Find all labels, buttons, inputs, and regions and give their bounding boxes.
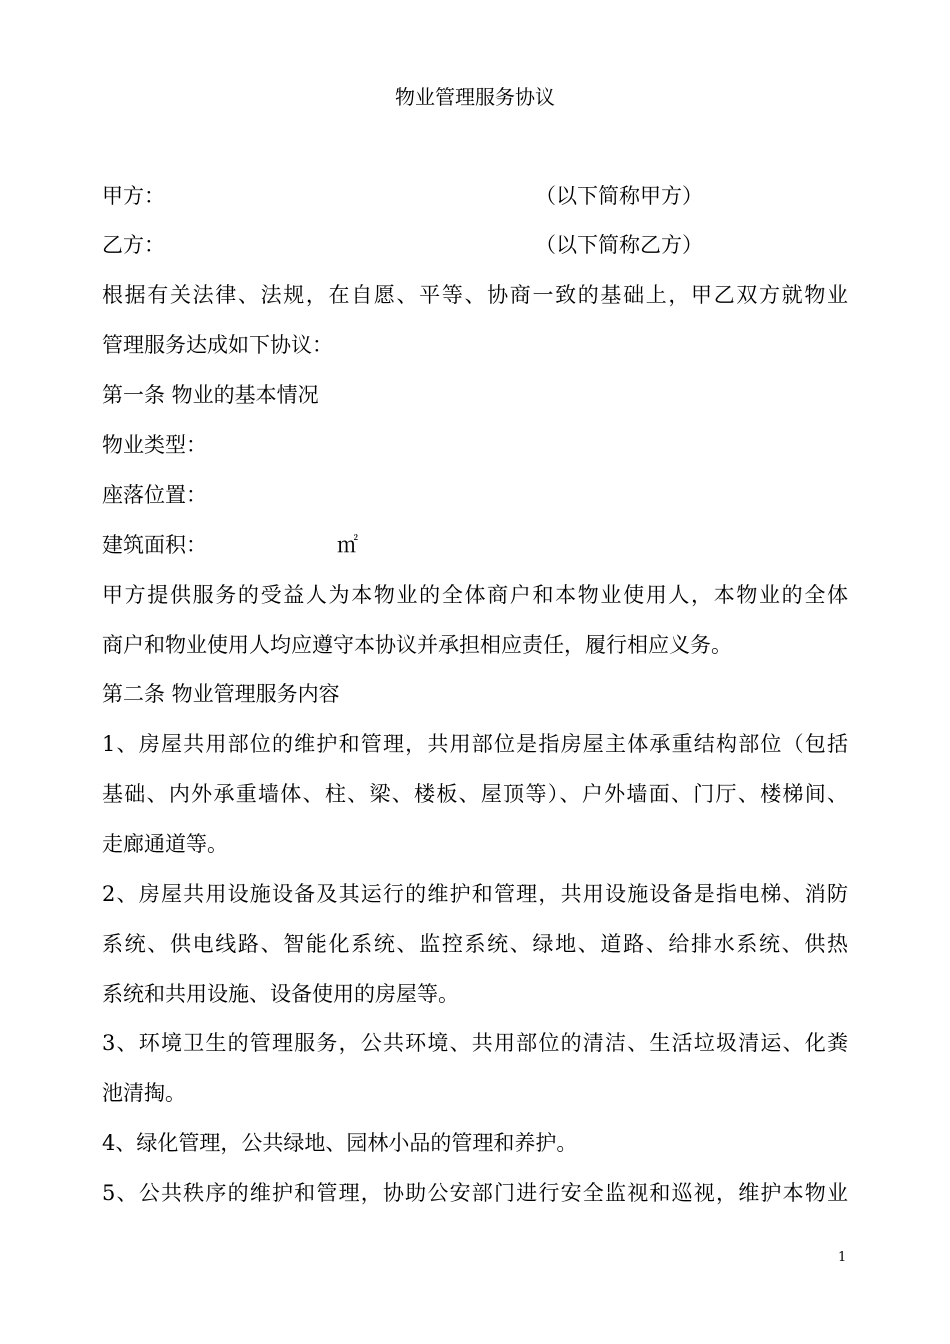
party-b-label: 乙方： [102, 233, 165, 257]
party-b-note: （以下简称乙方） [535, 233, 703, 257]
intro-line-2: 管理服务达成如下协议： [102, 333, 333, 357]
area-label: 建筑面积： [102, 533, 207, 557]
beneficiary-line-1: 甲方提供服务的受益人为本物业的全体商户和本物业使用人，本物业的全体 [102, 583, 848, 607]
item-5-line-1: 5、公共秩序的维护和管理，协助公安部门进行安全监视和巡视，维护本物业 [102, 1181, 848, 1205]
item-2-line-2: 系统、供电线路、智能化系统、监控系统、绿地、道路、给排水系统、供热 [102, 932, 848, 956]
beneficiary-line-2: 商户和物业使用人均应遵守本协议并承担相应责任，履行相应义务。 [102, 633, 732, 657]
item-2-line-1: 2、房屋共用设施设备及其运行的维护和管理，共用设施设备是指电梯、消防 [102, 882, 848, 906]
article-1-heading: 第一条 物业的基本情况 [102, 383, 319, 407]
item-2-line-3: 系统和共用设施、设备使用的房屋等。 [102, 982, 459, 1006]
page-number: 1 [838, 1250, 847, 1265]
item-1-line-1: 1、房屋共用部位的维护和管理，共用部位是指房屋主体承重结构部位（包括 [102, 732, 848, 756]
property-type-label: 物业类型： [102, 433, 207, 457]
item-1-line-3: 走廊通道等。 [102, 832, 228, 856]
area-unit: ㎡ [337, 533, 358, 557]
item-1-line-2: 基础、内外承重墙体、柱、梁、楼板、屋顶等）、户外墙面、门厅、楼梯间、 [102, 782, 848, 806]
party-a-note: （以下简称甲方） [535, 184, 703, 208]
item-3-line-1: 3、环境卫生的管理服务，公共环境、共用部位的清洁、生活垃圾清运、化粪 [102, 1031, 848, 1055]
location-label: 座落位置： [102, 483, 207, 507]
article-2-heading: 第二条 物业管理服务内容 [102, 682, 340, 706]
item-3-line-2: 池清掏。 [102, 1081, 186, 1105]
party-a-label: 甲方： [102, 184, 165, 208]
item-4-line: 4、绿化管理，公共绿地、园林小品的管理和养护。 [102, 1131, 578, 1155]
intro-line-1: 根据有关法律、法规，在自愿、平等、协商一致的基础上，甲乙双方就物业 [102, 283, 848, 307]
document-title: 物业管理服务协议 [395, 85, 555, 109]
